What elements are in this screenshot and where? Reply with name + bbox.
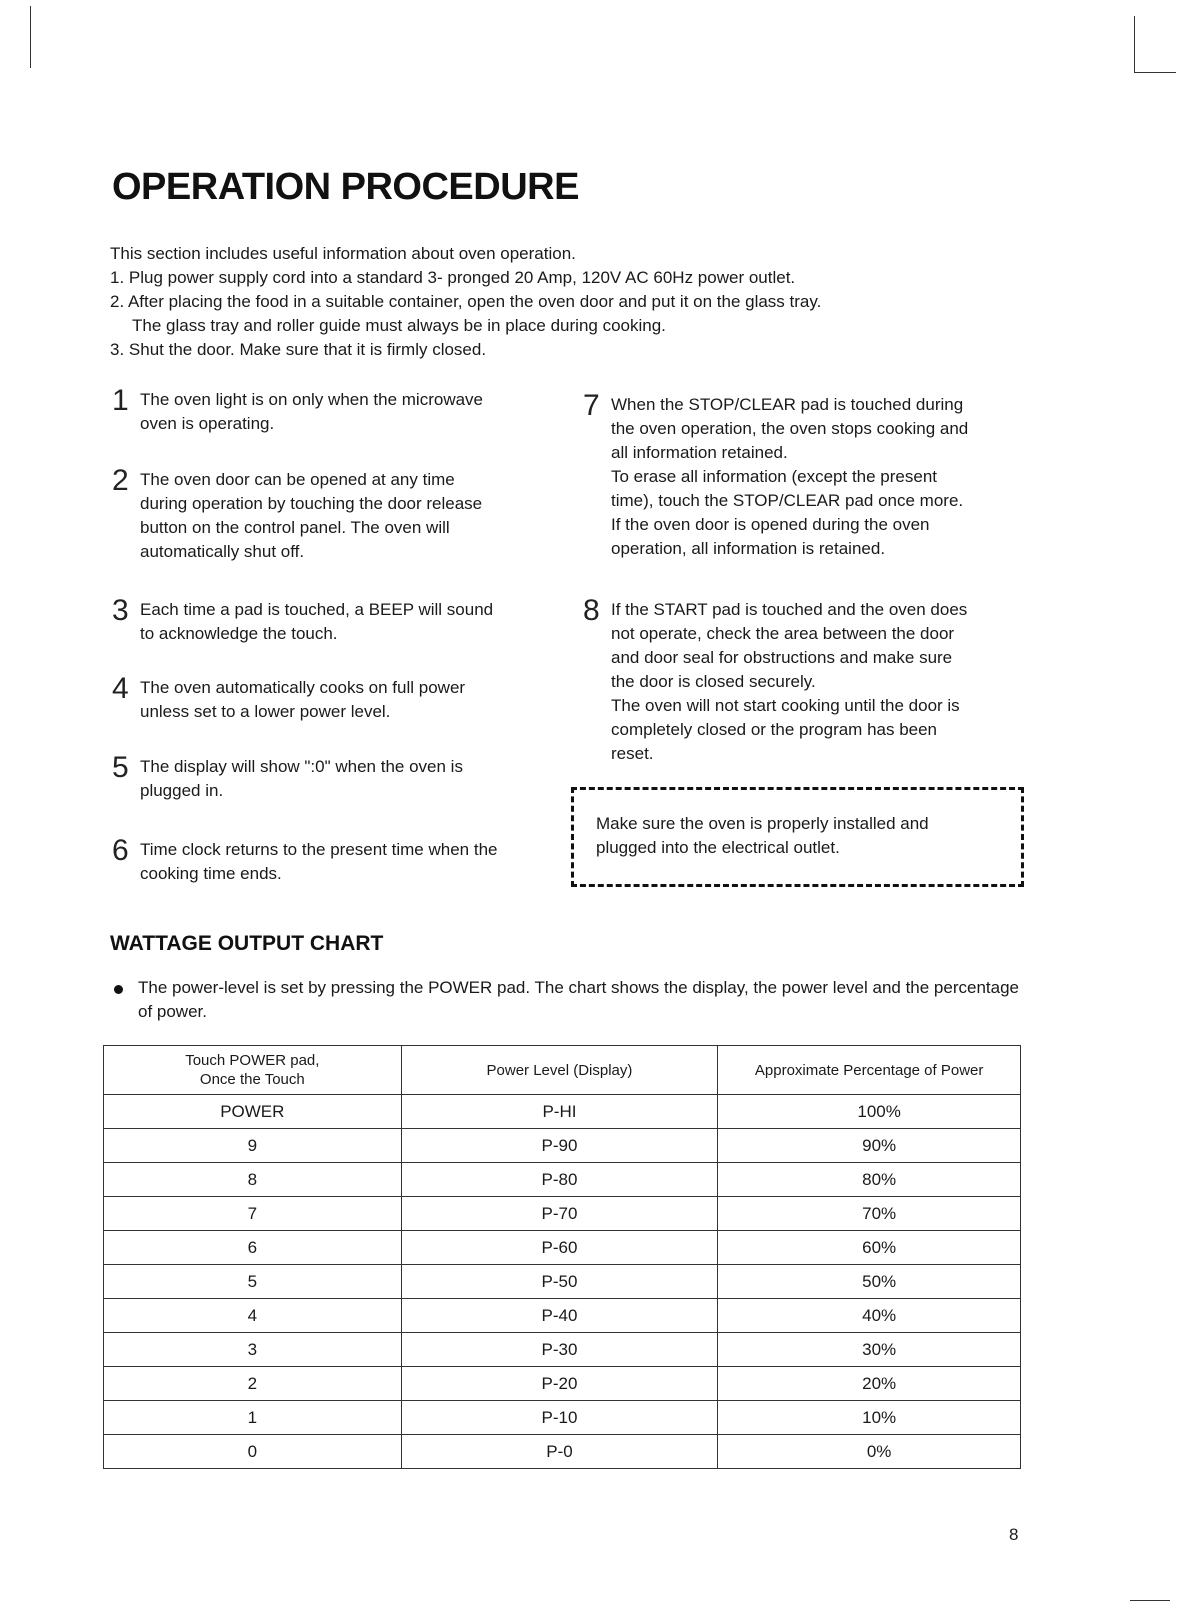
cell-percentage: 0% — [718, 1435, 1021, 1469]
section-heading: WATTAGE OUTPUT CHART — [110, 932, 384, 955]
table-row — [104, 1435, 1021, 1469]
cell-percentage: 10% — [718, 1401, 1021, 1435]
cell-touch: 1 — [104, 1401, 402, 1435]
cell-display: P-60 — [401, 1231, 718, 1265]
page-number: 8 — [1009, 1525, 1019, 1544]
table-header-row — [104, 1046, 1021, 1095]
table-row — [104, 1129, 1021, 1163]
table-row — [104, 1299, 1021, 1333]
item-number: 4 — [112, 672, 129, 705]
intro-step-2: 2. After placing the food in a suitable container, open the oven door and put it on the glass tray. — [110, 292, 822, 311]
column-header-percentage: Approximate Percentage of Power — [718, 1046, 1021, 1095]
intro-lead: This section includes useful information about oven operation. — [110, 244, 576, 263]
item-number: 2 — [112, 464, 129, 497]
cell-touch: 6 — [104, 1231, 402, 1265]
cell-touch: 8 — [104, 1163, 402, 1197]
table-row — [104, 1231, 1021, 1265]
cell-touch: 7 — [104, 1197, 402, 1231]
cell-display: P-80 — [401, 1163, 718, 1197]
bullet-icon — [114, 985, 123, 994]
table-row — [104, 1333, 1021, 1367]
item-text: If the START pad is touched and the oven does not operate, check the area between the door and door seal for obstructions and make sure the door is closed securely. The oven will not start cooking until the door is completely closed or the program has been reset. — [611, 600, 968, 763]
item-text: The oven automatically cooks on full power unless set to a lower power level. — [140, 678, 466, 721]
cell-percentage: 80% — [718, 1163, 1021, 1197]
item-number: 7 — [583, 389, 600, 422]
item-number: 5 — [112, 751, 129, 784]
intro-step-3: 3. Shut the door. Make sure that it is firmly closed. — [110, 340, 487, 359]
table-row — [104, 1197, 1021, 1231]
cell-percentage: 20% — [718, 1367, 1021, 1401]
list-item — [583, 389, 1043, 561]
cell-display: P-10 — [401, 1401, 718, 1435]
intro-step-2-note: The glass tray and roller guide must always be in place during cooking. — [132, 316, 666, 335]
item-text: The oven door can be opened at any time during operation by touching the door release button on the control panel. The oven will automatically shut off. — [140, 470, 483, 561]
note-box — [571, 787, 1024, 887]
cell-percentage: 100% — [718, 1095, 1021, 1129]
cell-percentage: 70% — [718, 1197, 1021, 1231]
item-text: When the STOP/CLEAR pad is touched during the oven operation, the oven stops cooking and all information retained. To erase all information (except the present time), touch the STOP/CLEAR pad once more. If the oven door is opened during the oven operation, all information is retained. — [611, 395, 969, 558]
wattage-table — [103, 1045, 1021, 1469]
scan-mark — [30, 6, 31, 68]
scan-mark — [1134, 72, 1176, 73]
item-text: Each time a pad is touched, a BEEP will sound to acknowledge the touch. — [140, 600, 494, 643]
item-text: Time clock returns to the present time when the cooking time ends. — [140, 840, 498, 883]
cell-display: P-30 — [401, 1333, 718, 1367]
cell-touch: 5 — [104, 1265, 402, 1299]
scan-mark — [1134, 16, 1135, 72]
cell-display: P-20 — [401, 1367, 718, 1401]
cell-percentage: 90% — [718, 1129, 1021, 1163]
cell-display: P-70 — [401, 1197, 718, 1231]
page-title: OPERATION PROCEDURE — [112, 166, 579, 208]
list-item — [112, 751, 572, 803]
intro-step-1: 1. Plug power supply cord into a standard 3- pronged 20 Amp, 120V AC 60Hz power outlet. — [110, 268, 796, 287]
cell-touch: 9 — [104, 1129, 402, 1163]
cell-touch: 0 — [104, 1435, 402, 1469]
list-item — [112, 834, 572, 886]
column-header-display: Power Level (Display) — [401, 1046, 718, 1095]
column-header-touch: Touch POWER pad, Once the Touch — [104, 1046, 402, 1095]
item-number: 1 — [112, 384, 129, 417]
cell-touch: 2 — [104, 1367, 402, 1401]
cell-display: P-40 — [401, 1299, 718, 1333]
bullet-item — [110, 976, 1020, 1024]
cell-display: P-50 — [401, 1265, 718, 1299]
item-number: 8 — [583, 594, 600, 627]
scan-mark — [1130, 1600, 1170, 1601]
cell-touch: 4 — [104, 1299, 402, 1333]
bullet-text: The power-level is set by pressing the POWER pad. The chart shows the display, the power level and the percentage of power. — [138, 978, 1020, 1021]
table-row — [104, 1367, 1021, 1401]
item-number: 6 — [112, 834, 129, 867]
cell-touch: POWER — [104, 1095, 402, 1129]
table-row — [104, 1401, 1021, 1435]
cell-display: P-0 — [401, 1435, 718, 1469]
item-text: The oven light is on only when the microwave oven is operating. — [140, 390, 484, 433]
list-item — [583, 594, 1043, 766]
table-row — [104, 1163, 1021, 1197]
list-item — [112, 384, 572, 436]
list-item — [112, 672, 572, 724]
intro-section — [110, 242, 1010, 362]
table-row — [104, 1095, 1021, 1129]
item-text: The display will show ":0" when the oven is plugged in. — [140, 757, 463, 800]
cell-percentage: 30% — [718, 1333, 1021, 1367]
cell-display: P-90 — [401, 1129, 718, 1163]
list-item — [112, 464, 572, 564]
table-row — [104, 1265, 1021, 1299]
item-number: 3 — [112, 594, 129, 627]
cell-percentage: 60% — [718, 1231, 1021, 1265]
cell-touch: 3 — [104, 1333, 402, 1367]
note-text: Make sure the oven is properly installed and plugged into the electrical outlet. — [596, 814, 929, 857]
list-item — [112, 594, 572, 646]
cell-percentage: 50% — [718, 1265, 1021, 1299]
cell-percentage: 40% — [718, 1299, 1021, 1333]
cell-display: P-HI — [401, 1095, 718, 1129]
